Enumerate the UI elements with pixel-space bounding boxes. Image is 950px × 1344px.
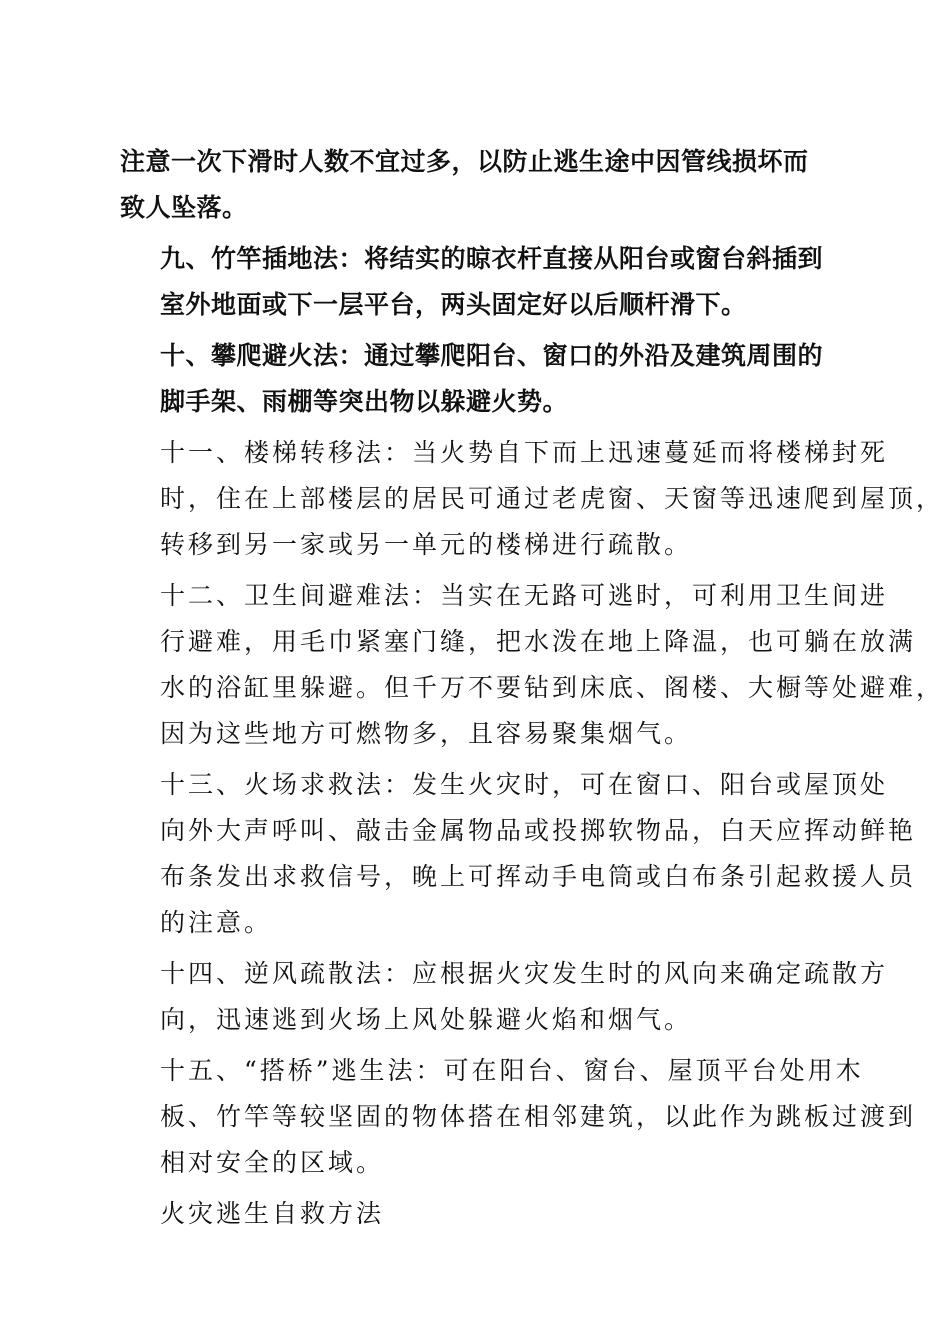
text-line: 布条发出求救信号，晚上可挥动手电筒或白布条引起救援人员 [160, 862, 917, 891]
document-page [120, 139, 945, 1237]
paragraph-bridge-escape-method [120, 1048, 917, 1186]
text-line: 致人坠落。 [120, 193, 248, 222]
text-line: 火灾逃生自救方法 [160, 1199, 385, 1228]
text-line: 的注意。 [160, 908, 273, 937]
paragraph-bathroom-refuge-method [120, 573, 945, 757]
text-line: 十三、火场求救法：发生火灾时，可在窗口、阳台或屋顶处 [160, 770, 889, 799]
text-line: 脚手架、雨棚等突出物以躲避火势。 [160, 387, 569, 416]
text-line: 九、竹竿插地法：将结实的晾衣杆直接从阳台或窗台斜插到 [160, 244, 824, 273]
paragraph-upwind-evacuation-method [120, 951, 889, 1043]
text-line: 十、攀爬避火法：通过攀爬阳台、窗口的外沿及建筑周围的 [160, 341, 824, 370]
text-line: 相对安全的区域。 [160, 1148, 385, 1177]
text-line: 转移到另一家或另一单元的楼梯进行疏散。 [160, 530, 693, 559]
paragraph-rescue-call-method [120, 762, 917, 946]
paragraph-bamboo-pole-method [120, 236, 830, 328]
text-line: 室外地面或下一层平台，两头固定好以后顺杆滑下。 [160, 290, 747, 319]
paragraph-climbing-method [120, 333, 830, 425]
text-line: 注意一次下滑时人数不宜过多，以防止逃生途中因管线损坏而 [120, 147, 809, 176]
text-line: 十二、卫生间避难法：当实在无路可逃时，可利用卫生间进 [160, 581, 889, 610]
text-line: 十四、逆风疏散法：应根据火灾发生时的风向来确定疏散方 [160, 959, 889, 988]
paragraph-continuation [120, 139, 830, 231]
text-line: 向外大声呼叫、敲击金属物品或投掷软物品，白天应挥动鲜艳 [160, 816, 917, 845]
text-line: 向，迅速逃到火场上风处躲避火焰和烟气。 [160, 1005, 693, 1034]
section-heading [120, 1191, 830, 1237]
text-line: 十一、楼梯转移法：当火势自下而上迅速蔓延而将楼梯封死 [160, 438, 889, 467]
text-line: 水的浴缸里躲避。但千万不要钻到床底、阁楼、大橱等处避难， [160, 673, 945, 702]
text-line: 因为这些地方可燃物多，且容易聚集烟气。 [160, 719, 693, 748]
text-line: 板、竹竿等较坚固的物体搭在相邻建筑，以此作为跳板过渡到 [160, 1102, 917, 1131]
text-line: 行避难，用毛巾紧塞门缝，把水泼在地上降温，也可躺在放满 [160, 627, 917, 656]
paragraph-stair-transfer-method [120, 430, 945, 568]
text-line: 时，住在上部楼层的居民可通过老虎窗、天窗等迅速爬到屋顶， [160, 484, 945, 513]
text-line: 十五、“搭桥”逃生法：可在阳台、窗台、屋顶平台处用木 [160, 1056, 864, 1085]
